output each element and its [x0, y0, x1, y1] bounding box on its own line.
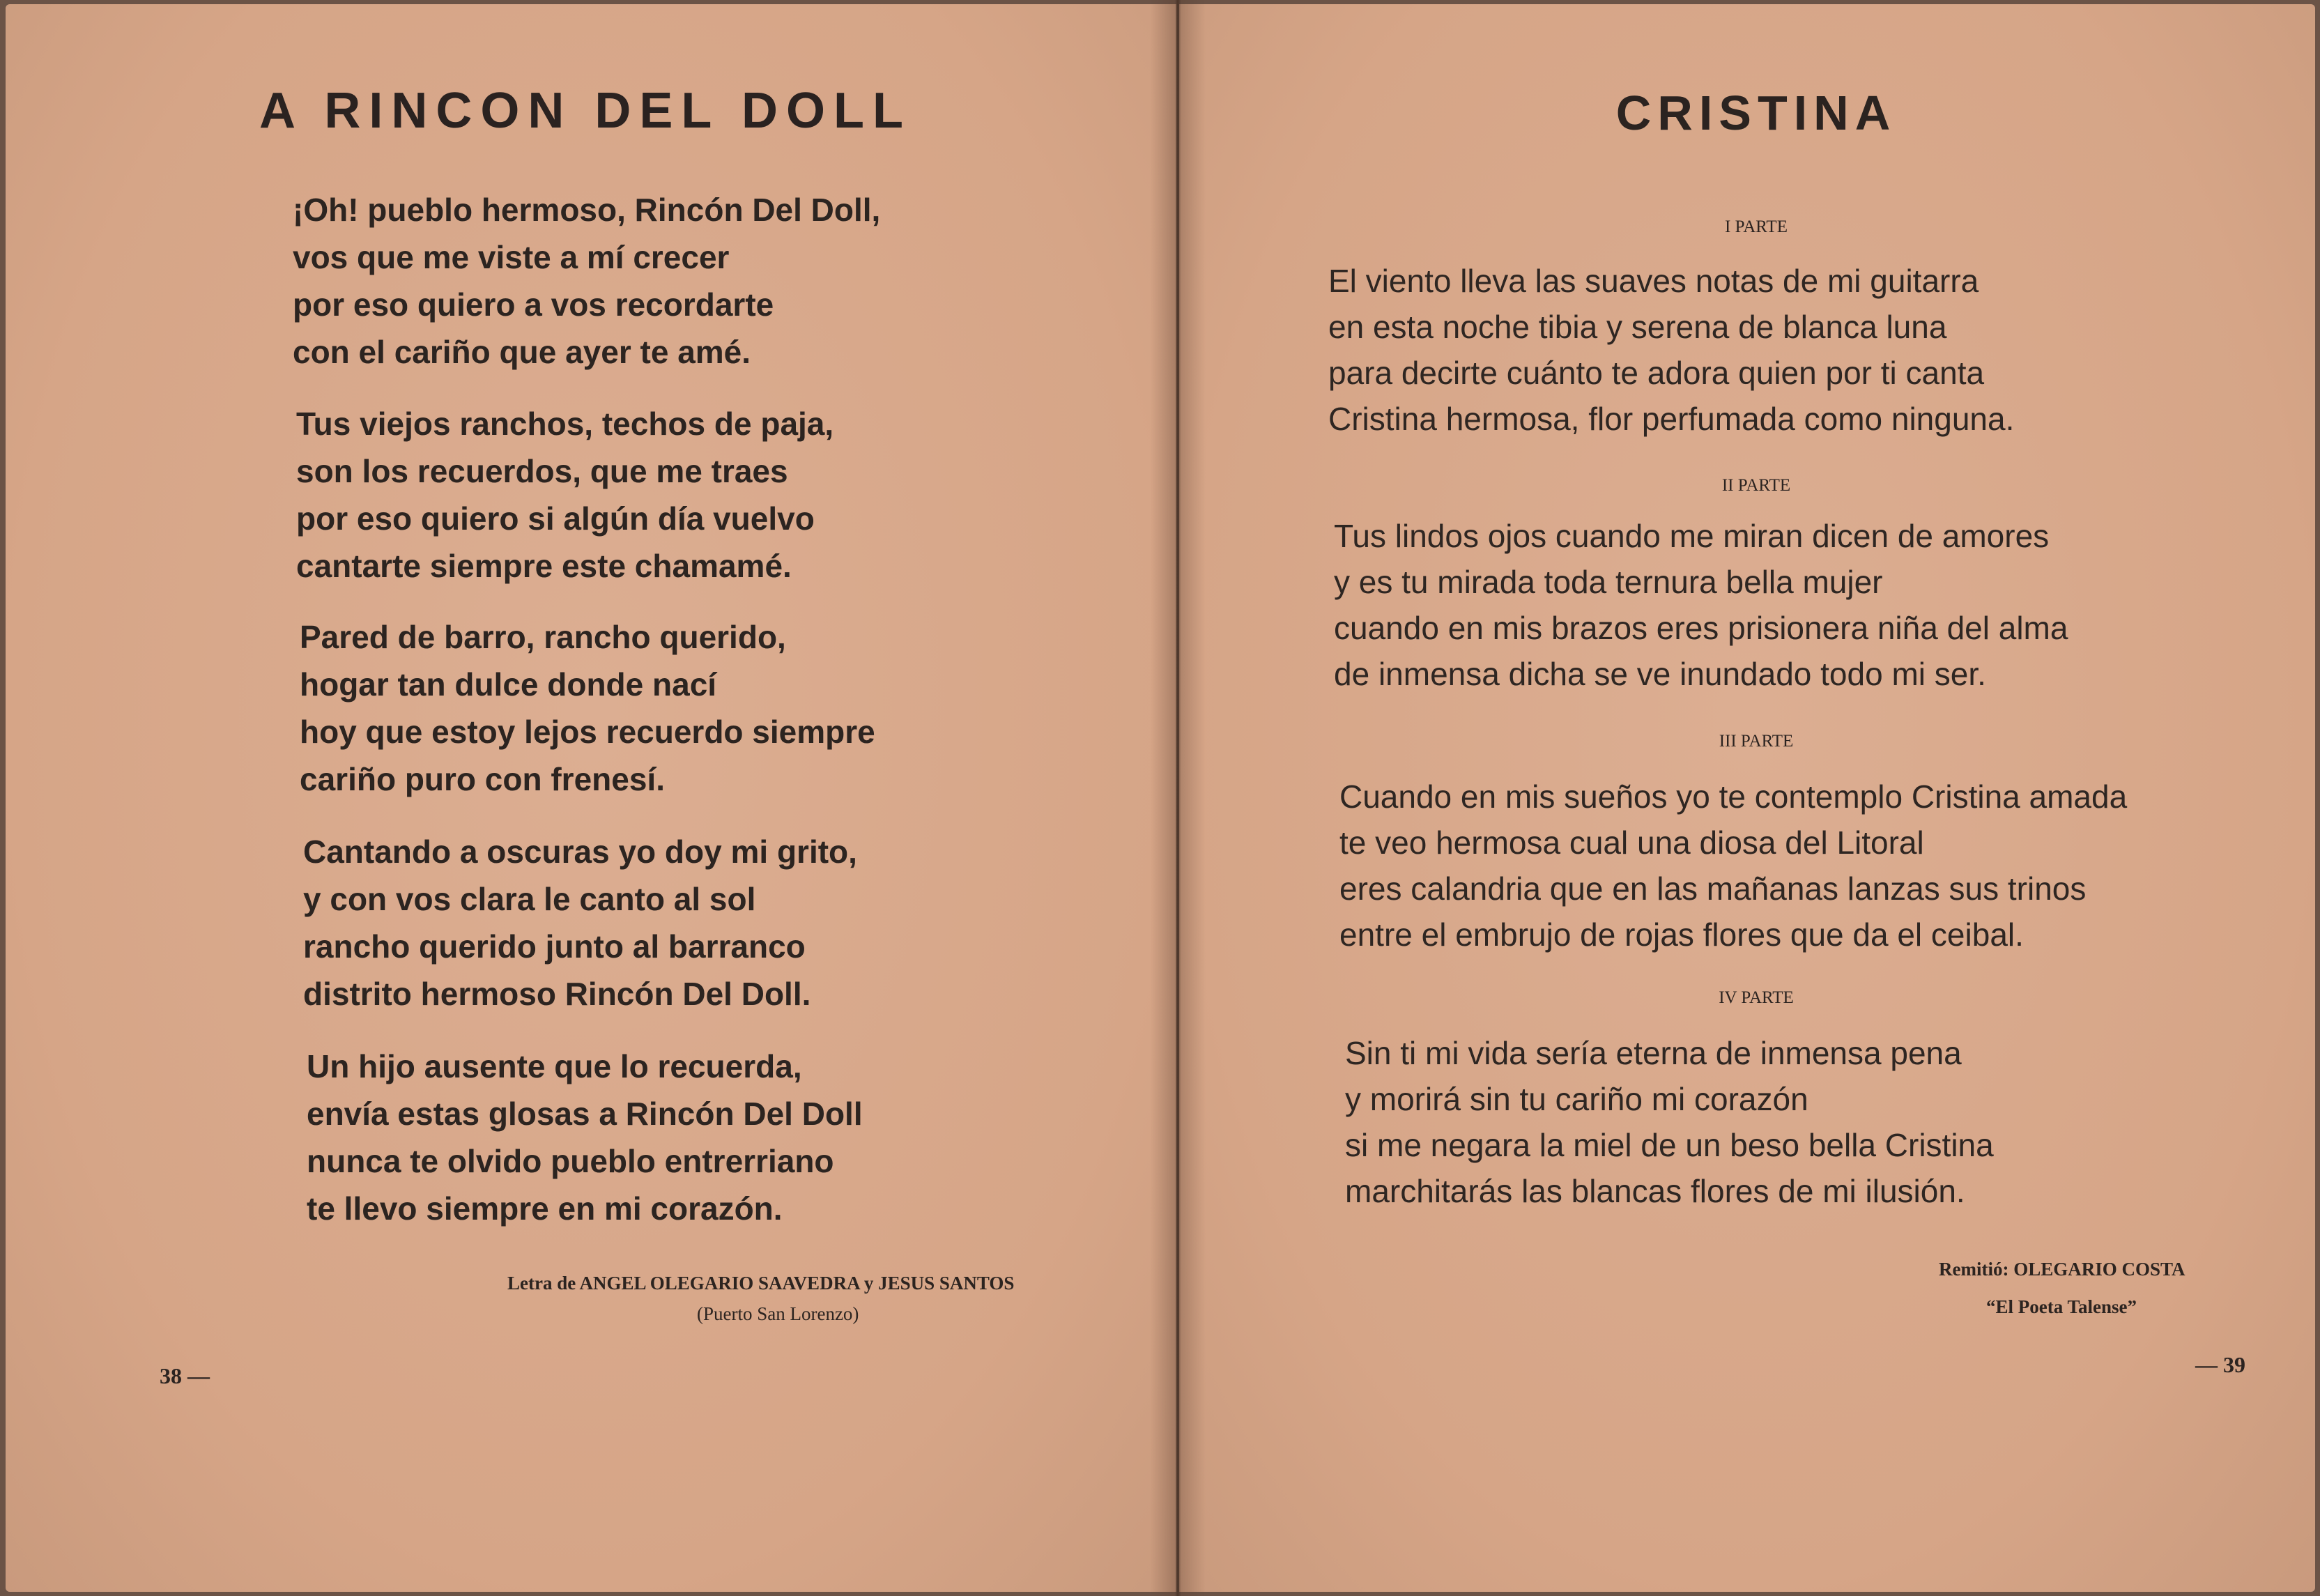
verse-line: El viento lleva las suaves notas de mi guitarra [1328, 263, 1979, 299]
stanza [303, 828, 857, 1018]
verse-line: nunca te olvido pueblo entrerriano [307, 1143, 834, 1179]
sender-alias: “El Poeta Talense” [1986, 1296, 2137, 1317]
stanza [1345, 1030, 1994, 1214]
verse-line: Sin ti mi vida sería eterna de inmensa pena [1345, 1035, 1962, 1071]
verse-line: te llevo siempre en mi corazón. [307, 1190, 783, 1227]
lyrics-credit: Letra de ANGEL OLEGARIO SAAVEDRA y JESUS SANTOS [507, 1273, 1015, 1294]
poem-title-right: CRISTINA [1615, 86, 1897, 140]
stanza [1334, 513, 2068, 697]
part-label: IV PARTE [1719, 988, 1794, 1007]
verse-line: hoy que estoy lejos recuerdo siempre [300, 714, 875, 750]
page-number-left: 38 — [160, 1363, 210, 1388]
stanza [293, 186, 880, 376]
verse-line: Cuando en mis sueños yo te contemplo Cristina amada [1339, 778, 2128, 815]
verse-line: cariño puro con frenesí. [300, 761, 665, 797]
verse-line: Un hijo ausente que lo recuerda, [307, 1048, 802, 1084]
verse-line: entre el embrujo de rojas flores que da el ceibal. [1339, 916, 2024, 953]
verse-line: ¡Oh! pueblo hermoso, Rincón Del Doll, [293, 192, 881, 228]
verse-line: Cristina hermosa, flor perfumada como ninguna. [1328, 401, 2015, 437]
verse-line: hogar tan dulce donde nací [300, 666, 717, 703]
stanza [1328, 258, 2014, 442]
verse-line: por eso quiero si algún día vuelvo [296, 500, 815, 537]
stanza [300, 613, 875, 803]
verse-line: vos que me viste a mí crecer [293, 239, 730, 275]
verse-line: marchitarás las blancas flores de mi ilusión. [1345, 1173, 1965, 1209]
verse-line: son los recuerdos, que me traes [296, 453, 788, 489]
verse-line: Tus lindos ojos cuando me miran dicen de amores [1334, 518, 2050, 554]
stanza [1339, 774, 2127, 958]
verse-line: cuando en mis brazos eres prisionera niña del alma [1334, 610, 2068, 646]
sender-credit: Remitió: OLEGARIO COSTA [1939, 1259, 2185, 1280]
page-number-right: — 39 [2195, 1352, 2245, 1377]
verse-line: para decirte cuánto te adora quien por ti canta [1328, 355, 1985, 391]
verse-line: cantarte siempre este chamamé. [296, 548, 792, 584]
part-label: I PARTE [1725, 217, 1788, 236]
verse-line: Pared de barro, rancho querido, [300, 619, 786, 655]
credit-place: (Puerto San Lorenzo) [697, 1303, 859, 1324]
verse-line: por eso quiero a vos recordarte [293, 286, 774, 323]
verse-line: Tus viejos ranchos, techos de paja, [296, 406, 834, 442]
verse-line: eres calandria que en las mañanas lanzas sus trinos [1339, 870, 2087, 907]
verse-line: y es tu mirada toda ternura bella mujer [1334, 564, 1883, 600]
stanza [307, 1043, 863, 1232]
stanza [296, 400, 833, 590]
poem-title-left: A RINCON DEL DOLL [259, 83, 912, 139]
verse-line: y morirá sin tu cariño mi corazón [1345, 1081, 1808, 1117]
part-label: II PARTE [1721, 476, 1791, 495]
verse-line: en esta noche tibia y serena de blanca luna [1328, 309, 1947, 345]
verse-line: distrito hermoso Rincón Del Doll. [303, 976, 811, 1012]
book-gutter [1150, 0, 1206, 1596]
verse-line: te veo hermosa cual una diosa del Litoral [1339, 824, 1924, 861]
verse-line: con el cariño que ayer te amé. [293, 334, 751, 370]
verse-line: si me negara la miel de un beso bella Cristina [1345, 1127, 1994, 1163]
verse-line: Cantando a oscuras yo doy mi grito, [303, 834, 857, 870]
part-label: III PARTE [1719, 732, 1794, 751]
verse-line: envía estas glosas a Rincón Del Doll [307, 1096, 863, 1132]
verse-line: rancho querido junto al barranco [303, 928, 806, 965]
verse-line: y con vos clara le canto al sol [303, 881, 756, 917]
verse-line: de inmensa dicha se ve inundado todo mi ser. [1334, 656, 1986, 692]
